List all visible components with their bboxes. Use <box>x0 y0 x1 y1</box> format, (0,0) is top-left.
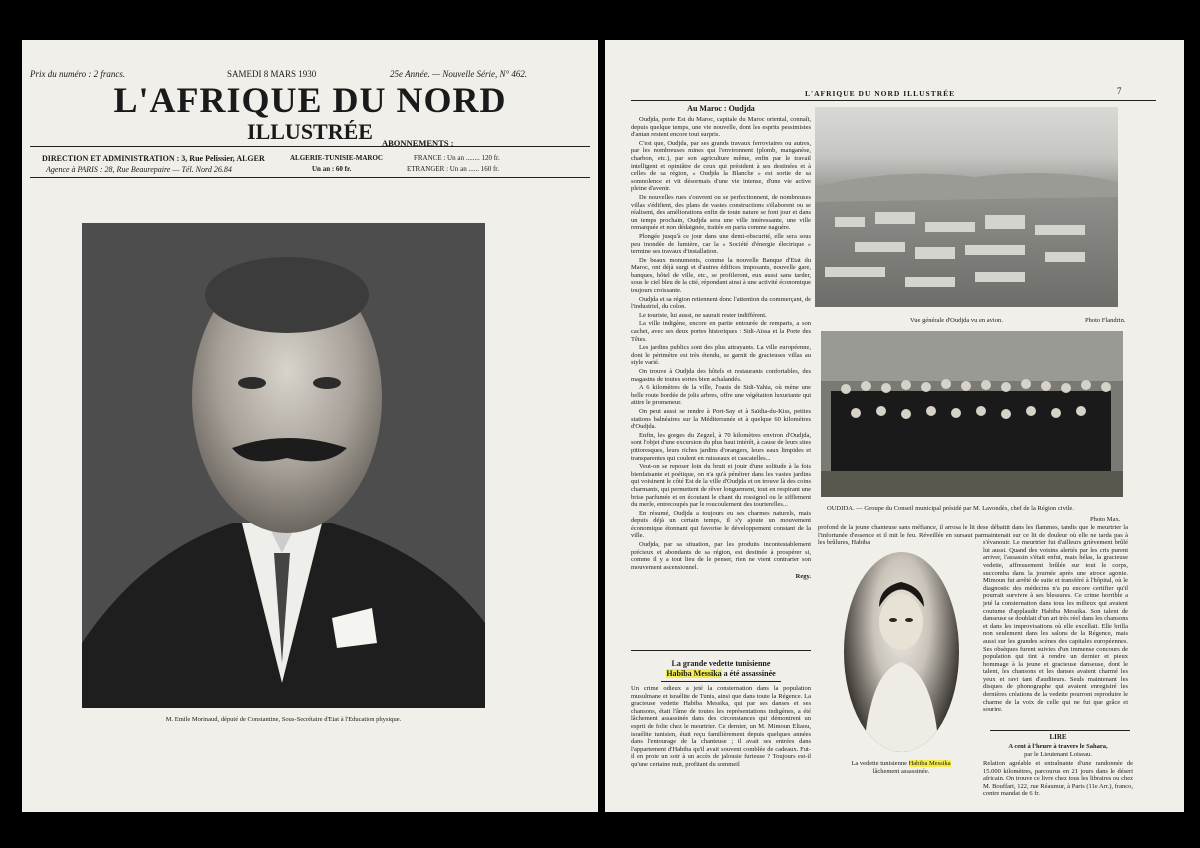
article-paragraph: De nouvelles rues s'ouvrent ou se perfectionnent, de nombreuses villas s'édifient, des plans de vastes constructions s'élaborent ou se réalisent, des améliorations enfin de toute nature se font jour et dans un temps prochain, Oudjda sera une ville intéressante, une ville remarquée et non dédaignée, traitée en paria comme naguère. <box>631 193 811 232</box>
price-line: Prix du numéro : 2 francs. <box>30 69 126 79</box>
habiba-story-col2: profond de la jeune chanteuse sans méfiance, il arrosa le lit de l'infortunée d'essence et il mit le feu. Réveillée en sursaut par les brûlures, Habiba <box>818 524 983 547</box>
habiba-photo-caption-line1: La vedette tunisienne <box>851 760 907 767</box>
lire-book-title: A cent à l'heure à travers le Sahara, <box>1008 743 1108 750</box>
article-paragraph: En résumé, Oudjda a toujours eu ses charmes naturels, mais depuis déjà un certain temps, il s'y ajoute un mouvement économique étonnant qui favorise le développement constant de la ville. <box>631 509 811 540</box>
issue-date: SAMEDI 8 MARS 1930 <box>227 69 317 79</box>
abonnements-region: ALGERIE-TUNISIE-MAROC <box>290 154 383 162</box>
council-group-photo <box>821 331 1123 497</box>
masthead-title: L'AFRIQUE DU NORD <box>113 80 507 120</box>
agence-line: Agence à PARIS : 28, Rue Beaurepaire — Tél. Nord 26.84 <box>46 165 232 174</box>
running-head: L'AFRIQUE DU NORD ILLUSTRÉE <box>805 89 956 98</box>
council-photo-credit: Photo Max. <box>1090 516 1121 523</box>
article-paragraph: De beaux monuments, comme la nouvelle Banque d'Etat du Maroc, ont déjà surgi et d'autres édifices imposants, nouvelle gare, banques, hôtel de ville, etc., se profileront, eux aussi sans tarder, sous le ciel bleu de la cité, répondant ainsi à une activité économique toujours croissante. <box>631 256 811 295</box>
abonnements-etranger: ETRANGER : Un an ...... 160 fr. <box>407 165 499 173</box>
article-paragraph: Le touriste, lui aussi, ne saurait rester indifférent. <box>639 311 767 319</box>
habiba-headline <box>631 659 811 679</box>
article-paragraph: Enfin, les gorges du Zegzel, à 70 kilomètres environ d'Oudjda, sont l'objet d'une excursion du plus haut intérêt, à cause de leurs sites pittoresques, leurs riches jardins d'orangers, leurs eaux limpides et transparentes qui coulent en ruisseaux et cascatelles... <box>631 431 811 462</box>
masthead-subtitle: ILLUSTRÉE <box>247 119 373 144</box>
portrait-photo <box>82 223 485 708</box>
habiba-photo-caption-line2: lâchement assassinée. <box>872 768 930 775</box>
portrait-caption: M. Emile Morinaud, député de Constantine, Sous-Secrétaire d'Etat à l'Education physique. <box>165 716 402 723</box>
council-photo-caption: OUDJDA. — Groupe du Conseil municipal présidé par M. Lavondès, chef de la Région civile. <box>827 505 1074 512</box>
article-paragraph: Oudjda et sa région retiennent donc l'attention du commerçant, de l'industriel, du colon. <box>631 295 811 311</box>
habiba-headline-name: Habiba Messika <box>666 669 722 678</box>
portrait-illustration <box>82 223 485 708</box>
aerial-photo-credit: Photo Flandrin. <box>1085 317 1126 324</box>
article-paragraph: A 6 kilomètres de la ville, l'oasis de Sidi-Yahia, où mène une belle route bordée de jolis arbres, offre une végétation luxuriante qui attire le promeneur. <box>631 384 811 407</box>
abonnements-france: FRANCE : Un an ........ 120 fr. <box>414 154 500 162</box>
article-paragraph: Plongée jusqu'à ce jour dans une demi-obscurité, elle sera sous peu inondée de lumière, car la « Société d'énergie électrique » termine ses travaux d'installation. <box>631 232 811 256</box>
habiba-story-col1: Un crime odieux a jeté la consternation dans la population musulmane et israélite de Tunis, ainsi que dans toute la Régence. La gracieuse vedette Habiba Messika, qui par ses danses et ses chansons, était l'âme de toutes les représentations indigènes, a été lâchement assassinée dans des circonstances qui démontrent un esprit de folie chez le meurtrier. Ce dernier, un M. Mimoun Eliaou, israélite tunisien, était reçu familièrement depuis quelques années dans l'entourage de la chanteuse ; il avait ses entrées dans l'appartement d'Habiba qu'il avait souvent comblée de cadeaux. Fut-il en proie un soir à un accès de jalousie furieuse ? Toujours est-il qu'une certaine nuit, profitant du sommeil <box>631 685 811 768</box>
lire-title: LIRE <box>1049 733 1067 741</box>
abonnements-region-price: Un an : 60 fr. <box>312 165 352 173</box>
direction-line: DIRECTION ET ADMINISTRATION : 3, Rue Pelissier, ALGER <box>42 154 265 163</box>
article-paragraph: C'est que, Oudjda, par ses grands travaux ferroviaires ou autres, par les nombreuses mines qui l'environnent (plomb, manganèse, charbon, etc.), par son agriculture même, enfin par le travail intelligent et opiniâtre de ceux qui président à ses destinées et à celles de sa région, « Oudjda la Blanche » est sortie de sa somnolence et vit désormais d'une vie intense, d'une vie active pleine d'avenir. <box>631 139 811 193</box>
article-title: Au Maroc : Oudjda <box>687 104 755 113</box>
article-paragraph: Veut-on se reposer loin du bruit et jouir d'une solitude à la fois bienfaisante et poétique, on n'a qu'à pénétrer dans les vastes jardins qui voisinent le côté Est de la ville d'Oudjda et on trouve là des coins charmants, qui permettent de rêver longuement, tout en respirant une brise parfumée et en écoutant le chant du rossignol ou le sifflement du merle, entrecoupés par le roucoulement des tourterelles... <box>631 463 811 509</box>
habiba-photo-caption <box>821 760 981 776</box>
habiba-headline-line1: La grande vedette tunisienne <box>671 659 771 668</box>
lire-author: par le Lieutenant Loiseau. <box>1024 751 1092 758</box>
habiba-story-col3: se débattit dans les flammes, tandis que le meurtrier la maintenait sur ce lit de douleur où elle ne tarda pas à s'évanouir. Le meurtrier fut d'ailleurs grièvement brûlé lui aussi. Quand des voisins alertés par les cris purent arriver, l'assassin s'était enfui, mais hélas, la gracieuse vedette, affreusement brûlée sur tout le corps, succomba dans la journée après une atroce agonie. Mimoun fut arrêté de suite et transféré à l'hôpital, où le diagnostic des médecins n'a pu encore certifier qu'il pourrait survivre à ses blessures. Ce crime horrible a jeté la consternation dans tous les milieux qui avaient coutume d'applaudir Habiba Messika. Son talent de danseuse se doublait d'un art très réel dans les chansons et dans les improvisations où elle excellait. Elle brilla non seulement dans les salons de la Régence, mais aussi sur les grandes scènes des capitales européennes. Ses obsèques furent suivies d'un immense concours de population qui tint à rendre un dernier et pieux hommage à la jeune et gracieuse danseuse, dont le talent, les chansons et les danses avaient charmé les yeux et ravi tant d'auditeurs. Seuls maintenant les disques de phonographe qui avaient enregistré les dernières créations de la vedette pourront reproduire le charme de la voix de celle qui ne fut que grâce et sourire. <box>983 524 1128 714</box>
left-page <box>22 40 598 812</box>
oudjda-article <box>631 104 811 581</box>
article-paragraph: Oudjda, porte Est du Maroc, capitale du Maroc oriental, connaît, depuis quelque temps, une vie nouvelle, dont les esprits pessimistes d'antan restent encore tout surpris. <box>631 116 811 139</box>
article-paragraph: Oudjda, par sa situation, par les produits incontestablement précieux et abondants de sa région, est destinée à prospérer si, comme il y a tout lieu de le penser, rien ne vient contrarier son mouvement ascensionnel. <box>631 541 811 571</box>
article-author: Regy. <box>795 573 811 581</box>
habiba-photo-caption-name: Habiba Messika <box>908 760 951 767</box>
issue-number: 25e Année. — Nouvelle Série, N° 462. <box>390 69 528 79</box>
lire-text: Relation agréable et entraînante d'une randonnée de 15.000 kilomètres, parcourus en 21 jours dans le désert africain. On trouve ce livre chez tous les libraires ou chez M. Bouffart, 122, rue Réaumur, à Paris (11e Arr.), franco, contre mandat de 6 fr. <box>983 760 1133 798</box>
aerial-photo-caption: Vue générale d'Oudjda vu en avion. <box>910 317 1003 324</box>
habiba-headline-rest: a été assassinée <box>723 669 776 678</box>
article-paragraph: On peut aussi se rendre à Port-Say et à Saïdia-du-Kiss, petites stations balnéaires sur la Méditerranée et à quelque 60 kilomètres d'Oudjda. <box>631 407 811 431</box>
right-page <box>605 40 1184 812</box>
habiba-portrait <box>844 552 959 752</box>
article-paragraph: On trouve à Oudjda des hôtels et restaurants confortables, des magasins de toutes sortes bien achalandés. <box>631 368 811 383</box>
aerial-photo <box>815 107 1118 307</box>
article-paragraph: La ville indigène, encore en partie entourée de remparts, a son cachet, avec ses deux portes historiques : Sidi-Aïssa et la Porte des Têtes. <box>631 320 811 343</box>
habiba-headline-line2 <box>631 669 811 679</box>
article-paragraph: Les jardins publics sont des plus attrayants. La ville européenne, dont le périmètre est très étendu, se garnit de gracieuses villas au style varié. <box>631 344 811 367</box>
abonnements-title: ABONNEMENTS : <box>382 138 454 148</box>
page-number: 7 <box>1117 86 1122 96</box>
